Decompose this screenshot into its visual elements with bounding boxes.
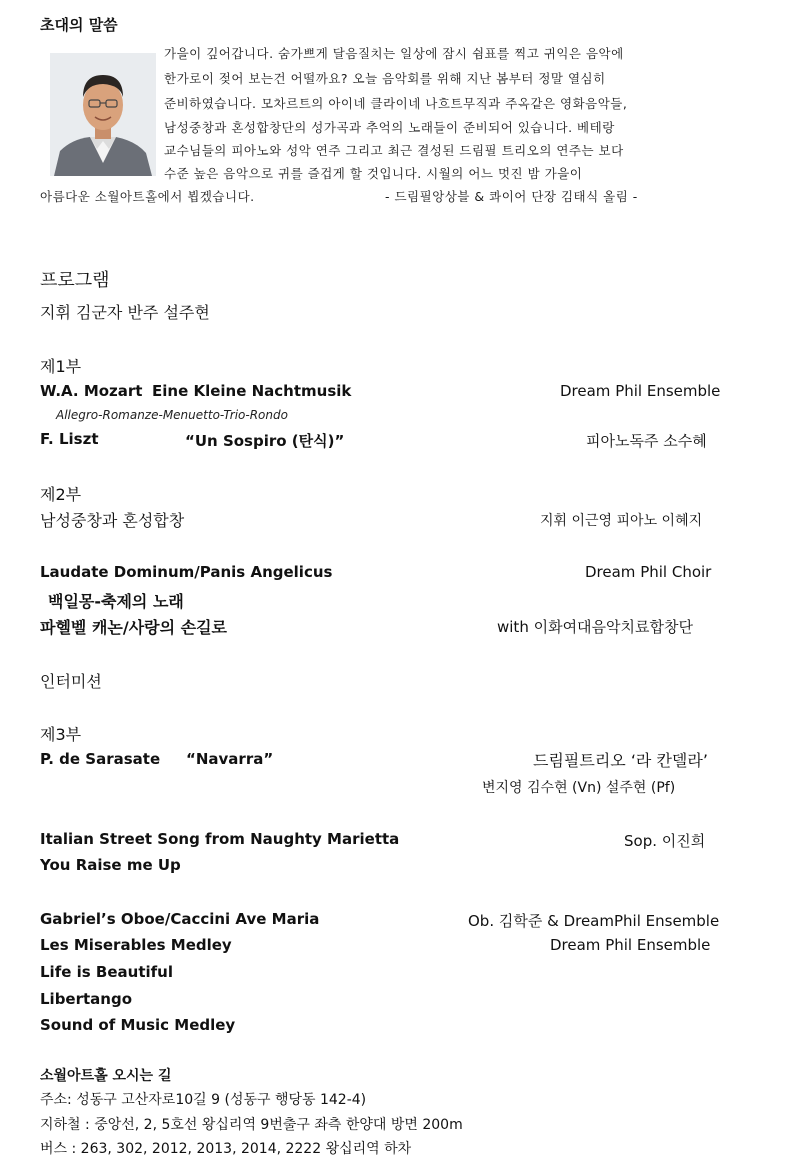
directions-subway: 지하철 : 중앙선, 2, 5호선 왕십리역 9번출구 좌측 한양대 방면 200m <box>40 1117 463 1133</box>
part3-song1-performer: Sop. 이진희 <box>624 832 706 850</box>
invitation-heading: 초대의 말씀 <box>40 16 118 34</box>
part3-piece1-members: 변지영 김수현 (Vn) 설주현 (Pf) <box>482 780 676 796</box>
directions-bus: 버스 : 263, 302, 2012, 2013, 2014, 2222 왕십리역 하차 <box>40 1141 412 1157</box>
part3-item2-performer: Dream Phil Ensemble <box>550 936 711 954</box>
part1-label: 제1부 <box>40 357 82 376</box>
program-title: 프로그램 <box>40 270 110 291</box>
invitation-line-4: 남성중창과 혼성합창단의 성가곡과 추억의 노래들이 준비되어 있습니다. 베테랑 <box>164 120 615 135</box>
program-conductor-line: 지휘 김군자 반주 설주현 <box>40 303 210 322</box>
part3-item3: Life is Beautiful <box>40 963 173 981</box>
invitation-line-6: 수준 높은 음악으로 귀를 즐겁게 할 것입니다. 시월의 어느 멋진 밤 가을이 <box>164 166 583 181</box>
part2-choir-with: with 이화여대음악치료합창단 <box>497 618 693 636</box>
part3-item4: Libertango <box>40 990 133 1008</box>
part3-item1: Gabriel’s Oboe/Caccini Ave Maria <box>40 910 320 928</box>
portrait-image <box>50 53 156 176</box>
part2-choir-piece1: Laudate Dominum/Panis Angelicus <box>40 563 333 581</box>
invitation-line-5: 교수님들의 피아노와 성악 연주 그리고 최근 결성된 드림필 트리오의 연주는 보다 <box>164 143 624 158</box>
part3-piece1-composer: P. de Sarasate <box>40 750 161 768</box>
part2-label: 제2부 <box>40 485 82 504</box>
part1-piece2-composer: F. Liszt <box>40 430 99 448</box>
invitation-line-1: 가을이 깊어갑니다. 숨가쁘게 달음질치는 일상에 잠시 쉼표를 찍고 귀익은 음악에 <box>164 46 624 61</box>
part1-piece2-performer: 피아노독주 소수혜 <box>586 432 707 450</box>
portrait-photo <box>50 53 156 176</box>
part3-item1-performer: Ob. 김학준 & DreamPhil Ensemble <box>468 912 720 930</box>
part2-choir-piece2: 백일몽-축제의 노래 <box>48 592 184 611</box>
part1-piece2-title: “Un Sospiro (탄식)” <box>185 432 345 450</box>
part1-piece1-performer: Dream Phil Ensemble <box>560 382 721 400</box>
part2-choir-performer: Dream Phil Choir <box>585 563 712 581</box>
part2-choir-piece3: 파헬벨 캐논/사랑의 손길로 <box>40 618 228 637</box>
part2-group-credit: 지휘 이근영 피아노 이혜지 <box>540 513 703 529</box>
part2-group-title: 남성중창과 혼성합창 <box>40 511 185 530</box>
part3-song1: Italian Street Song from Naughty Marietta <box>40 830 400 848</box>
directions-heading: 소월아트홀 오시는 길 <box>40 1068 172 1084</box>
part1-piece1-composer: W.A. Mozart <box>40 382 143 400</box>
invitation-line-3: 준비하였습니다. 모차르트의 아이네 클라이네 나흐트무직과 주옥같은 영화음악들, <box>164 96 628 111</box>
part1-piece1-title: Eine Kleine Nachtmusik <box>152 382 352 400</box>
part3-item5: Sound of Music Medley <box>40 1016 236 1034</box>
part3-item2: Les Miserables Medley <box>40 936 232 954</box>
part3-piece1-performer: 드림필트리오 ‘라 칸델라’ <box>533 751 708 770</box>
invitation-line-2: 한가로이 젖어 보는건 어떨까요? 오늘 음악회를 위해 지난 봄부터 정말 열심히 <box>164 71 606 86</box>
part3-song2: You Raise me Up <box>40 856 181 874</box>
directions-address: 주소: 성동구 고산자로10길 9 (성동구 행당동 142-4) <box>40 1092 367 1108</box>
invitation-line-7: 아름다운 소월아트홀에서 뵙겠습니다. <box>40 189 255 204</box>
part1-piece1-movements: Allegro-Romanze-Menuetto-Trio-Rondo <box>56 408 288 422</box>
part3-piece1-title: “Navarra” <box>186 750 274 768</box>
intermission-label: 인터미션 <box>40 672 102 691</box>
part3-label: 제3부 <box>40 725 82 744</box>
invitation-signature: - 드림필앙상블 & 콰이어 단장 김태식 올림 - <box>385 189 638 204</box>
